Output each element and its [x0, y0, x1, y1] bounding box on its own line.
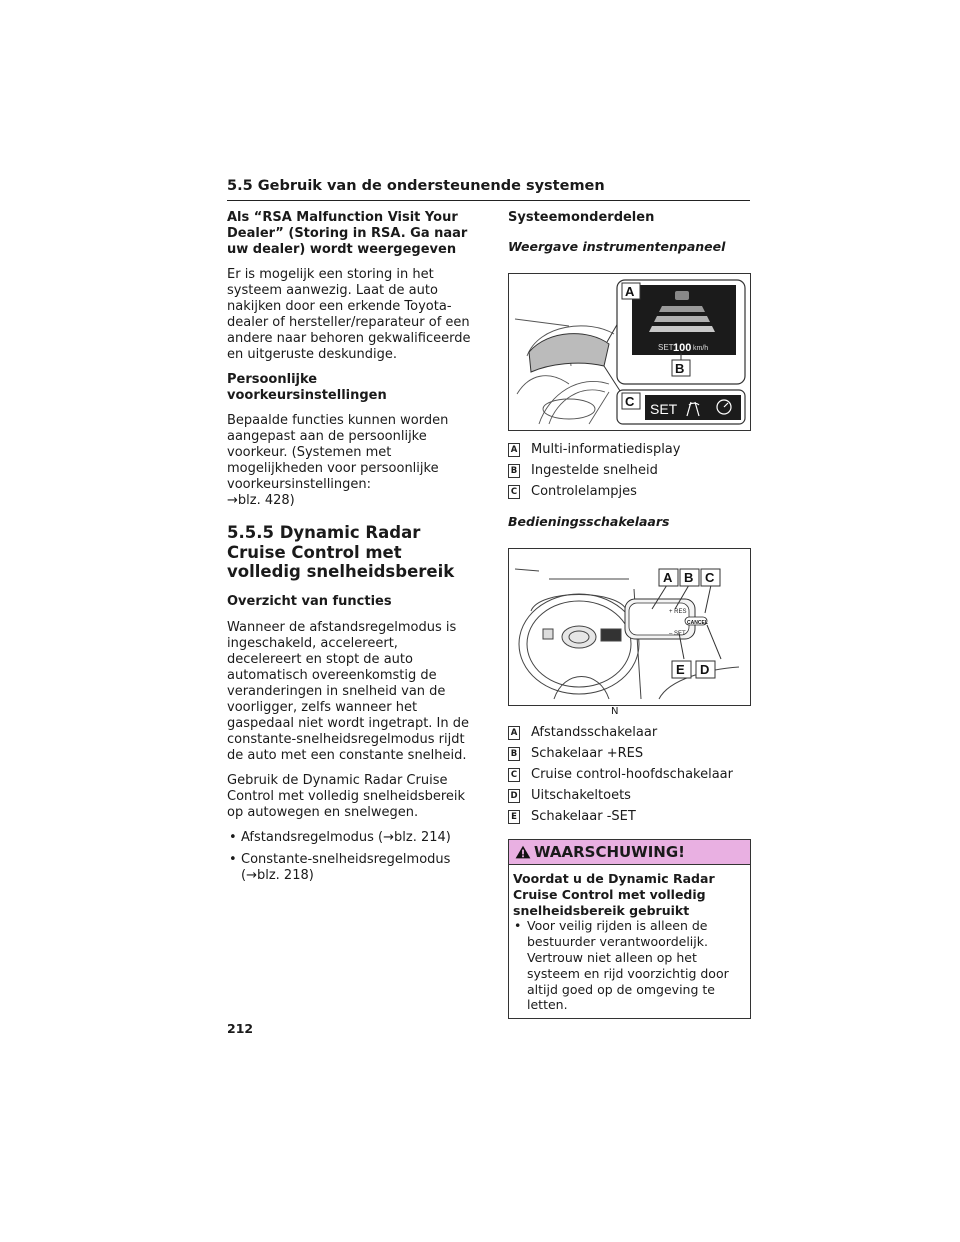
- legend-item: [508, 722, 751, 743]
- steering-wheel-illustration: [509, 549, 750, 705]
- mode-list: [227, 830, 475, 884]
- personal-settings-heading: Persoonlijke voorkeursinstellingen: [227, 372, 387, 403]
- legend-item: [508, 481, 751, 502]
- legend-key: E: [508, 810, 520, 824]
- overview-heading: Overzicht van functies: [227, 593, 392, 609]
- warning-bullet: • Voor veilig rijden is alleen de bestuurder verantwoordelijk. Vertrouw niet alleen op het systeem en rijd voorzichtig door altijd goed op de omgeving te letten.: [514, 918, 729, 1013]
- callout-a: A: [625, 284, 635, 299]
- overview-paragraph-1: Wanneer de afstandsregelmodus is ingeschakeld, accelereert, decelereert en stopt de auto automatisch overeenkomstig de veranderingen in snelheid van de voorligger, zelfs wanneer het gaspedaal niet wordt ingetrapt. In de constante-snelheidsregelmodus rijdt de auto met een constante snelheid.: [227, 619, 470, 763]
- left-column: [227, 210, 475, 890]
- page-number: 212: [227, 1021, 254, 1036]
- steering-switches-figure: [508, 548, 751, 706]
- section-header: [227, 178, 750, 201]
- callout-b: B: [684, 570, 694, 585]
- speed-unit: km/h: [693, 345, 709, 352]
- set-speed-value: 100: [673, 342, 692, 354]
- callout-a: A: [663, 570, 673, 585]
- personal-settings-text-main: Bepaalde functies kunnen worden aangepast aan de persoonlijke voorkeur. (Systemen met mogelijkheden voor persoonlijke voorkeursinstellingen:: [227, 413, 449, 492]
- set-button-label: – SET: [669, 631, 686, 637]
- warning-heading: Voordat u de Dynamic Radar Cruise Control met volledig snelheidsbereik gebruikt: [513, 871, 715, 918]
- set-indicator-label: SET: [650, 401, 678, 417]
- legend-label: Ingestelde snelheid: [531, 462, 658, 478]
- list-item-text[interactable]: Constante-snelheidsregelmodus (→blz. 218): [241, 851, 451, 883]
- legend-label: Afstandsschakelaar: [531, 724, 658, 740]
- list-item: • Constante-snelheidsregelmodus (→blz. 218): [229, 851, 451, 883]
- legend-label: Controlelampjes: [531, 483, 637, 499]
- legend-key: D: [508, 789, 520, 803]
- set-label-small: SET: [658, 343, 674, 352]
- legend-key: A: [508, 443, 520, 457]
- callout-b: B: [675, 361, 685, 376]
- legend-key: C: [508, 768, 520, 782]
- personal-settings-text: [227, 413, 475, 509]
- warning-title-bar: [509, 840, 750, 865]
- instrument-panel-figure: [508, 273, 751, 431]
- legend-item: [508, 439, 751, 460]
- display-heading: Weergave instrumentenpaneel: [508, 239, 726, 254]
- callout-d: D: [700, 662, 710, 677]
- figure-mark: N: [611, 706, 619, 717]
- warning-triangle-icon: [515, 845, 531, 859]
- legend-label: Multi-informatiedisplay: [531, 441, 681, 457]
- display-legend: [508, 439, 751, 502]
- rsa-text: Er is mogelijk een storing in het systeem aanwezig. Laat de auto nakijken door een erkende Toyota-dealer of hersteller/reparateur of een andere naar behoren gekwalificeerde en uitgeruste deskundige.: [227, 267, 471, 362]
- legend-item: [508, 743, 751, 764]
- legend-label: Cruise control-hoofdschakelaar: [531, 766, 733, 782]
- legend-label: Schakelaar -SET: [531, 808, 636, 824]
- legend-item: [508, 460, 751, 481]
- switches-legend: [508, 722, 751, 827]
- legend-label: Schakelaar +RES: [531, 745, 644, 761]
- legend-item: [508, 785, 751, 806]
- components-heading: Systeemonderdelen: [508, 210, 655, 225]
- legend-key: C: [508, 485, 520, 499]
- legend-item: [508, 764, 751, 785]
- legend-item: [508, 806, 751, 827]
- warning-body: [509, 865, 750, 1018]
- legend-key: B: [508, 464, 520, 478]
- list-item-text[interactable]: Afstandsregelmodus (→blz. 214): [241, 829, 451, 845]
- legend-key: B: [508, 747, 520, 761]
- callout-e: E: [676, 662, 685, 677]
- switches-heading: Bedieningsschakelaars: [508, 514, 670, 529]
- section-title: 5.5 Gebruik van de ondersteunende systemen: [227, 178, 605, 194]
- warning-title: WAARSCHUWING!: [534, 843, 686, 861]
- cancel-button-label: CANCEL: [687, 620, 708, 626]
- legend-key: A: [508, 726, 520, 740]
- warning-box: [508, 839, 751, 1019]
- callout-c: C: [705, 570, 715, 585]
- instrument-panel-illustration: [509, 274, 750, 430]
- rsa-heading: Als “RSA Malfunction Visit Your Dealer” (Storing in RSA. Ga naar uw dealer) wordt weergegeven: [227, 210, 468, 257]
- list-item: • Afstandsregelmodus (→blz. 214): [229, 829, 451, 845]
- res-button-label: + RES: [669, 609, 687, 615]
- legend-label: Uitschakeltoets: [531, 787, 631, 803]
- right-column: [508, 210, 751, 1019]
- warning-bullet-text: Voor veilig rijden is alleen de bestuurder verantwoordelijk. Vertrouw niet alleen op het systeem en rijd voorzichtig door altijd goed op de omgeving te letten.: [527, 918, 729, 1013]
- page-ref-link[interactable]: →blz. 428): [227, 493, 295, 508]
- callout-c: C: [625, 394, 635, 409]
- chapter-title: 5.5.5 Dynamic Radar Cruise Control met volledig snelheidsbereik: [227, 523, 455, 581]
- overview-paragraph-2: Gebruik de Dynamic Radar Cruise Control met volledig snelheidsbereik op autowegen en snelwegen.: [227, 772, 466, 820]
